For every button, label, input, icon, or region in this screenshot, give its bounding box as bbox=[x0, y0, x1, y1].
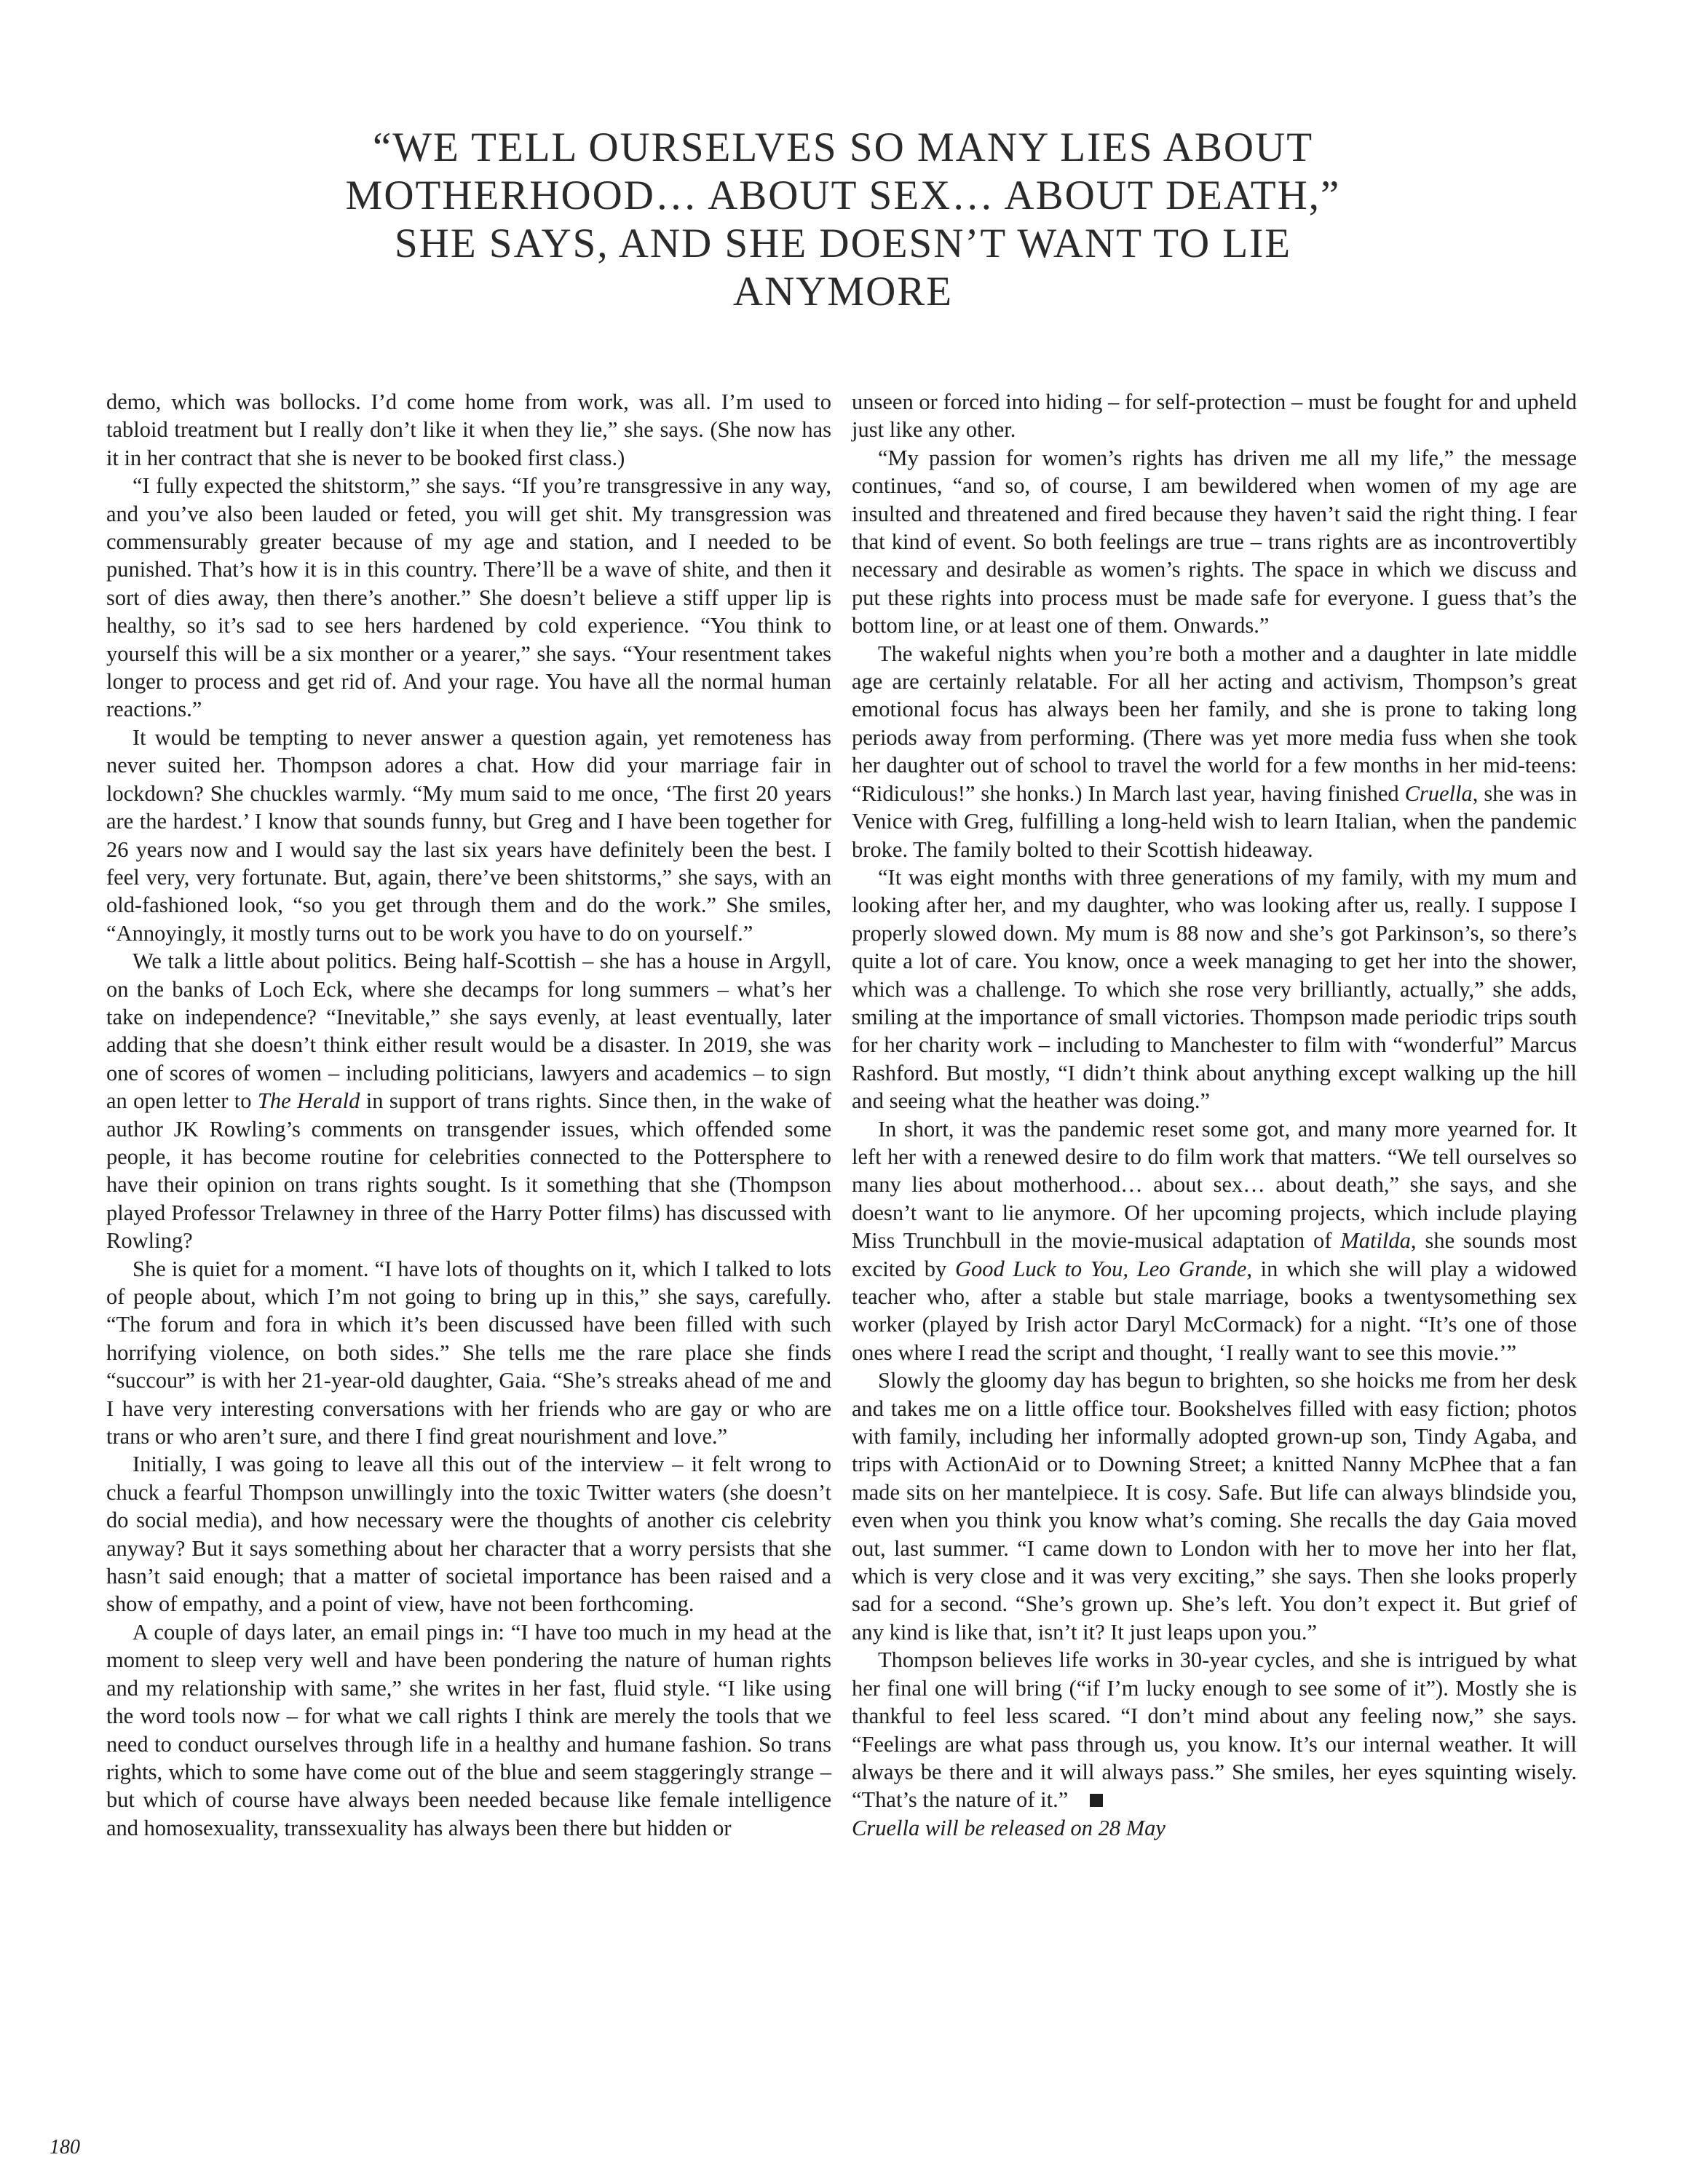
text-run: , she sounds most excited by bbox=[852, 1228, 1578, 1281]
paragraph: unseen or forced into hiding – for self-protection – must be fought for and upheld just like any other. bbox=[852, 389, 1577, 443]
paragraph bbox=[852, 1646, 1577, 1813]
paragraph: She is quiet for a moment. “I have lots of thoughts on it, which I talked to lots of people about, which I’m not going to bring up in this,” she says, carefully. “The forum and fora in which it’s been discussed have been filled with such horrifying violence, on both sides.” She tells me the rare place she finds “succour” is with her 21-year-old daughter, Gaia. “She’s streaks ahead of me and I have very interesting conversations with her friends who are gay or who are trans or who aren’t sure, and there I find great nourishment and love.” bbox=[106, 1256, 831, 1449]
left-column bbox=[106, 388, 831, 1842]
release-credit: Cruella will be released on 28 May bbox=[852, 1815, 1165, 1840]
paragraph: “I fully expected the shitstorm,” she says. “If you’re transgressive in any way, and you’ve also been lauded or feted, you will get shit. My transgression was commensurably greater because of my age and station, and I needed to be punished. That’s how it is in this country. There’ll be a wave of shite, and then it sort of dies away, then there’s another.” She doesn’t believe a stiff upper lip is healthy, so it’s sad to see hers hardened by cold experience. “You think to yourself this will be a six monther or a yearer,” she says. “Your resentment takes longer to process and get rid of. And your rage. You have all the normal human reactions.” bbox=[106, 473, 831, 722]
paragraph: Initially, I was going to leave all this out of the interview – it felt wrong to chuck a fearful Thompson unwillingly into the toxic Twitter waters (she doesn’t do social media), and how necessary were the thoughts of another cis celebrity anyway? But it says something about her character that a worry persists that she hasn’t said enough; that a matter of societal importance has been raised and a show of empathy, and a point of view, have not been forthcoming. bbox=[106, 1452, 831, 1617]
paragraph: A couple of days later, an email pings in: “I have too much in my head at the moment to sleep very well and have been pondering the nature of human rights and my relationship with same,” she writes in her fast, fluid style. “I like using the word tools now – for what we call rights I think are merely the tools that we need to conduct ourselves through life in a healthy and humane fashion. So trans rights, which to some have come out of the blue and seem staggeringly strange – but which of course have always been needed because like female intelligence and homosexuality, transsexuality has always been there but hidden or bbox=[106, 1619, 831, 1840]
text-run: In short, it was the pandemic reset some got, and many more yearned for. It left her with a renewed desire to do film work that matters. “We tell ourselves so many lies about motherhood… about sex… about death,” she says, and she doesn’t want to lie anymore. Of her upcoming projects, which include playing Miss Trunchbull in the movie-musical adaptation of bbox=[852, 1116, 1577, 1254]
paragraph: demo, which was bollocks. I’d come home from work, was all. I’m used to tabloid treatment but I really don’t like it when they lie,” she says. (She now has it in her contract that she is never to be booked first class.) bbox=[106, 389, 831, 470]
paragraph: “My passion for women’s rights has driven me all my life,” the message continues, “and so, of course, I am bewildered when women of my age are insulted and threatened and fired because they haven’t said the right thing. I fear that kind of event. So both feelings are true – trans rights are as incontrovertibly necessary and desirable as women’s rights. The space in which we discuss and put these rights into process must be made safe for everyone. I guess that’s the bottom line, or at least one of them. Onwards.” bbox=[852, 445, 1577, 638]
text-run: in support of trans rights. Since then, in the wake of author JK Rowling’s comments on transgender issues, which offended some people, it has become routine for celebrities connected to the Pottersphere to have their opinion on trans rights sought. Is it something that she (Thompson played Professor Trelawney in three of the Harry Potter films) has discussed with Rowling? bbox=[106, 1088, 831, 1254]
paragraph: “It was eight months with three generations of my family, with my mum and looking after her, and my daughter, who was looking after us, really. I suppose I properly slowed down. My mum is 88 now and she’s got Parkinson’s, so there’s quite a lot of care. You know, once a week managing to get her into the shower, which was a challenge. To which she rose very brilliantly, actually,” she adds, smiling at the importance of small victories. Thompson made periodic trips south for her charity work – including to Manchester to film with “wonderful” Marcus Rashford. But mostly, “I didn’t think about anything except walking up the hill and seeing what the heather was doing.” bbox=[852, 864, 1577, 1114]
paragraph: It would be tempting to never answer a question again, yet remoteness has never suited her. Thompson adores a chat. How did your marriage fair in lockdown? She chuckles warmly. “My mum said to me once, ‘The first 20 years are the hardest.’ I know that sounds funny, but Greg and I have been together for 26 years now and I would say the last six years have definitely been the best. I feel very, very fortunate. But, again, there’ve been shitstorms,” she says, with an old-fashioned look, “so you get through them and do the work.” She smiles, “Annoyingly, it mostly turns out to be work you have to do on yourself.” bbox=[106, 724, 831, 946]
text-run: The wakeful nights when you’re both a mother and a daughter in late middle age are certainly relatable. For all her acting and activism, Thompson’s great emotional focus has always been her family, and she is prone to taking long periods away from performing. (There was yet more media fuss when she took her daughter out of school to travel the world for a few months in her mid-teens: “Ridiculous!” she honks.) In March last year, having finished bbox=[852, 641, 1577, 806]
italic-title: Good Luck to You, Leo Grande bbox=[954, 1256, 1247, 1281]
text-run: , in which she will play a widowed teacher who, after a stable but stale marriage, books a twentysomething sex worker (played by Irish actor Daryl McCormack) for a night. “It’s one of those ones where I read the script and thought, ‘I really want to see this movie.’” bbox=[852, 1256, 1578, 1365]
pull-quote: “WE TELL OURSELVES SO MANY LIES ABOUT MOTHERHOOD… ABOUT SEX… ABOUT DEATH,” SHE SAYS, AND SHE DOESN’T WANT TO LIE ANYMORE bbox=[345, 124, 1341, 314]
paragraph: Slowly the gloomy day has begun to brighten, so she hoicks me from her desk and takes me on a little office tour. Bookshelves filled with easy fiction; photos with family, including her informally adopted grown-up son, Tindy Agaba, and trips with ActionAid or to Downing Street; a knitted Nanny McPhee that a fan made sits on her mantelpiece. It is cosy. Safe. But life can always blindside you, even when you think you know what’s coming. She recalls the day Gaia moved out, last summer. “I came down to London with her to move her into her flat, which is very close and it was very exciting,” she says. Then she looks properly sad for a second. “She’s grown up. She’s left. You don’t expect it. But grief of any kind is like that, isn’t it? It just leaps upon you.” bbox=[852, 1368, 1577, 1645]
paragraph bbox=[852, 1115, 1577, 1367]
italic-title: The Herald bbox=[257, 1088, 360, 1114]
end-mark-icon bbox=[1090, 1794, 1103, 1807]
paragraph bbox=[852, 640, 1577, 863]
italic-title: Matilda bbox=[1340, 1228, 1411, 1254]
text-run: , she was in Venice with Greg, fulfilling a long-held wish to learn Italian, when the pandemic broke. The family bolted to their Scottish hideaway. bbox=[852, 780, 1577, 862]
text-run: Thompson believes life works in 30-year cycles, and she is intrigued by what her final one will bring (“if I’m lucky enough to see some of it”). Mostly she is thankful to feel less scared. “I don’t mind about any feeling now,” she says. “Feelings are what pass through us, you know. It’s our internal weather. It will always be there and it will always pass.” She smiles, her eyes squinting wisely. “That’s the nature of it.” bbox=[852, 1647, 1577, 1813]
text-run: We talk a little about politics. Being half-Scottish – she has a house in Argyll, on the banks of Loch Eck, where she decamps for long summers – what’s her take on independence? “Inevitable,” she says evenly, at least eventually, later adding that she doesn’t think either result would be a disaster. In 2019, she was one of scores of women – including politicians, lawyers and academics – to sign an open letter to bbox=[106, 949, 831, 1114]
page-number: 180 bbox=[50, 2136, 80, 2159]
right-column bbox=[852, 388, 1577, 1842]
italic-title: Cruella bbox=[1404, 780, 1473, 806]
paragraph bbox=[106, 947, 831, 1254]
